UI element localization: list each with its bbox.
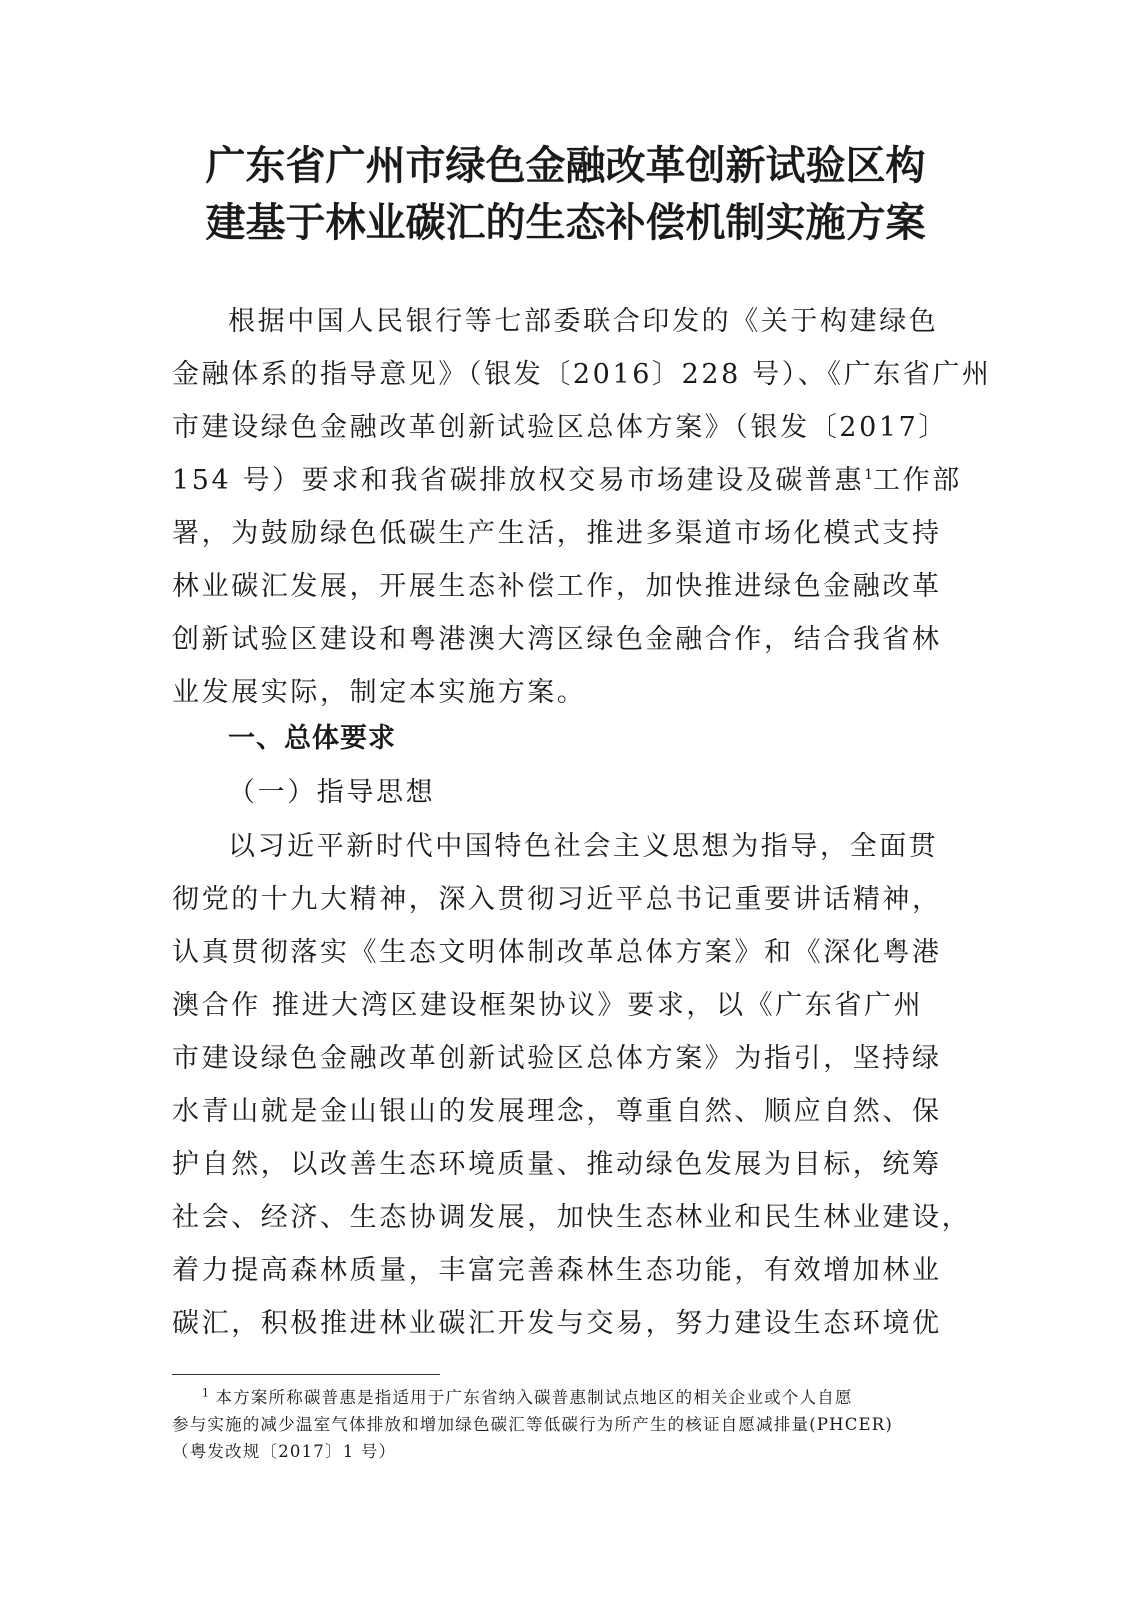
guiding-paragraph-line: 以习近平新时代中国特色社会主义思想为指导，全面贯 bbox=[228, 831, 939, 862]
intro-paragraph-line-with-footnote bbox=[172, 461, 962, 501]
footnote-line: （粤发改规〔2017〕1 号） bbox=[172, 1442, 397, 1461]
intro-paragraph-text: 154 号）要求和我省碳排放权交易市场建设及碳普惠 bbox=[172, 465, 865, 496]
intro-paragraph-line: 创新试验区建设和粤港澳大湾区绿色金融合作，结合我省林 bbox=[172, 624, 942, 655]
footnote-text: 本方案所称碳普惠是指适用于广东省纳入碳普惠制试点地区的相关企业或个人自愿 bbox=[215, 1388, 853, 1407]
guiding-paragraph-line: 澳合作 推进大湾区建设框架协议》要求，以《广东省广州 bbox=[172, 990, 924, 1021]
footnote-separator bbox=[172, 1374, 440, 1375]
intro-paragraph-line: 根据中国人民银行等七部委联合印发的《关于构建绿色 bbox=[228, 306, 939, 337]
guiding-paragraph-line: 水青山就是金山银山的发展理念，尊重自然、顺应自然、保 bbox=[172, 1096, 942, 1127]
intro-paragraph-text: 工作部 bbox=[873, 465, 962, 496]
guiding-paragraph-line: 市建设绿色金融改革创新试验区总体方案》为指引，坚持绿 bbox=[172, 1043, 942, 1074]
footnote-line: 参与实施的减少温室气体排放和增加绿色碳汇等低碳行为所产生的核证自愿减排量(PHCER) bbox=[172, 1415, 894, 1434]
intro-paragraph-line: 市建设绿色金融改革创新试验区总体方案》（银发〔2017〕 bbox=[172, 412, 949, 443]
intro-paragraph-line: 林业碳汇发展，开展生态补偿工作，加快推进绿色金融改革 bbox=[172, 571, 942, 602]
document-title-line-2: 建基于林业碳汇的生态补偿机制实施方案 bbox=[205, 200, 926, 246]
document-title-line-1: 广东省广州市绿色金融改革创新试验区构 bbox=[205, 143, 926, 189]
footnote-marker: 1 bbox=[202, 1386, 209, 1400]
intro-paragraph-line: 业发展实际，制定本实施方案。 bbox=[172, 677, 587, 708]
guiding-paragraph-line: 护自然，以改善生态环境质量、推动绿色发展为目标，统筹 bbox=[172, 1149, 942, 1180]
guiding-paragraph-line: 社会、经济、生态协调发展，加快生态林业和民生林业建设， bbox=[172, 1202, 972, 1233]
footnote-line bbox=[172, 1384, 962, 1411]
guiding-paragraph-line: 认真贯彻落实《生态文明体制改革总体方案》和《深化粤港 bbox=[172, 937, 942, 968]
section-heading: 一、总体要求 bbox=[228, 723, 396, 754]
intro-paragraph-line: 署，为鼓励绿色低碳生产生活，推进多渠道市场化模式支持 bbox=[172, 518, 942, 549]
subsection-heading: （一）指导思想 bbox=[228, 777, 436, 808]
guiding-paragraph-line: 彻党的十九大精神，深入贯彻习近平总书记重要讲话精神， bbox=[172, 884, 942, 915]
intro-paragraph-line: 金融体系的指导意见》（银发〔2016〕228 号）、《广东省广州 bbox=[172, 359, 992, 390]
footnote-reference-marker: 1 bbox=[864, 467, 874, 483]
guiding-paragraph-line: 着力提高森林质量，丰富完善森林生态功能，有效增加林业 bbox=[172, 1255, 942, 1286]
guiding-paragraph-line: 碳汇，积极推进林业碳汇开发与交易，努力建设生态环境优 bbox=[172, 1308, 942, 1339]
